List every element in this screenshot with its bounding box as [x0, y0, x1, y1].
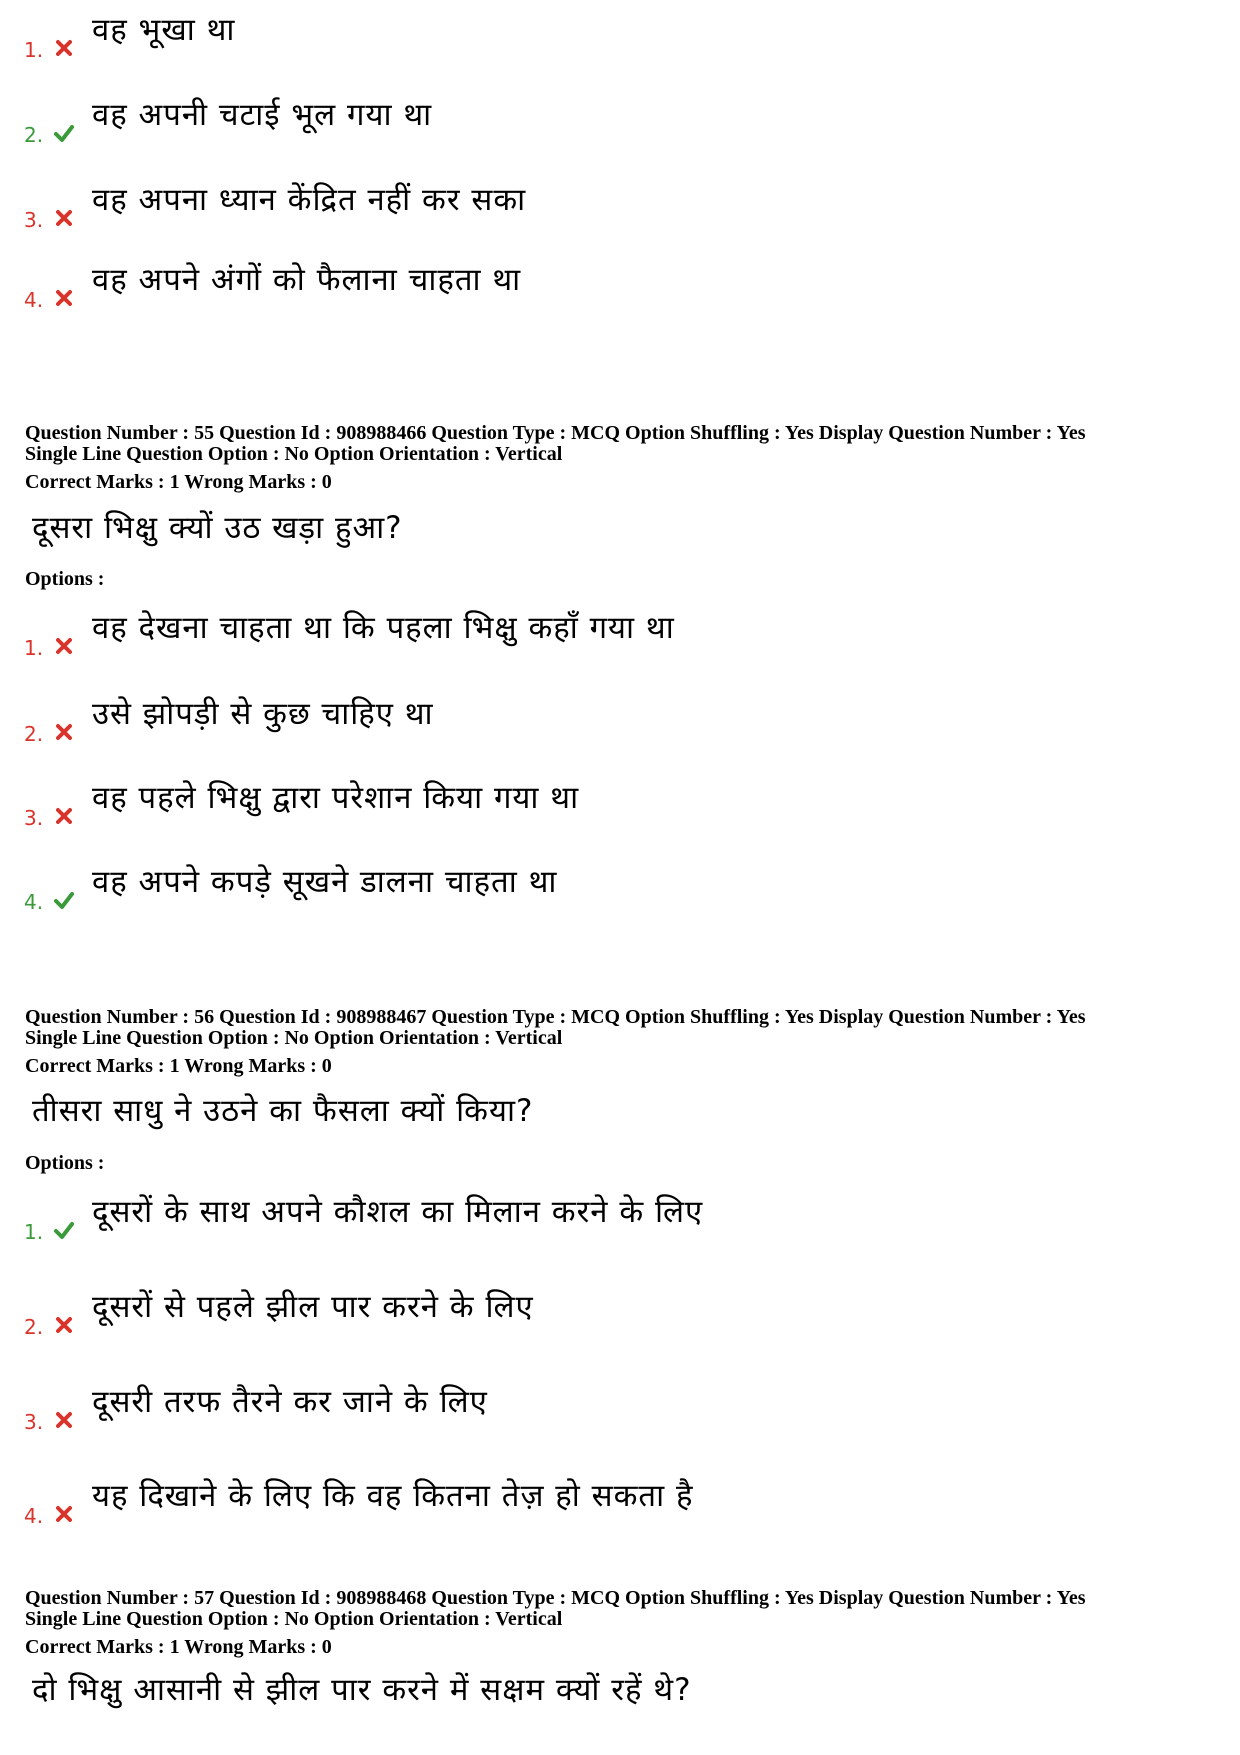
option-number: 1. [24, 38, 44, 62]
option-number: 3. [24, 806, 44, 830]
option-item [0, 1466, 1240, 1536]
question-meta-line: Question Number : 57 Question Id : 908988468 Question Type : MCQ Option Shuffling : Yes Display Question Number : Yes [25, 1587, 1086, 1609]
option-item [0, 852, 1240, 922]
option-text: वह अपना ध्यान केंद्रित नहीं कर सका [92, 182, 527, 218]
check-icon [54, 123, 74, 143]
option-text: वह अपने अंगों को फैलाना चाहता था [92, 262, 522, 298]
question-text: तीसरा साधु ने उठने का फैसला क्यों किया? [32, 1093, 534, 1129]
option-item [0, 768, 1240, 838]
question-meta-line: Single Line Question Option : No Option Orientation : Vertical [25, 1027, 563, 1049]
option-item [0, 85, 1240, 155]
option-text: दूसरों से पहले झील पार करने के लिए [92, 1289, 534, 1325]
cross-icon [54, 1504, 74, 1524]
option-text: वह अपने कपड़े सूखने डालना चाहता था [92, 864, 558, 900]
option-number: 2. [24, 123, 44, 147]
option-number: 2. [24, 722, 44, 746]
option-number: 4. [24, 1504, 44, 1528]
question-text: दो भिक्षु आसानी से झील पार करने में सक्षम क्यों रहें थे? [32, 1672, 692, 1708]
option-item [0, 1372, 1240, 1442]
option-text: दूसरी तरफ तैरने कर जाने के लिए [92, 1384, 488, 1420]
option-number: 4. [24, 890, 44, 914]
option-text: दूसरों के साथ अपने कौशल का मिलान करने के लिए [92, 1194, 704, 1230]
cross-icon [54, 38, 74, 58]
question-text: दूसरा भिक्षु क्यों उठ खड़ा हुआ? [32, 510, 403, 546]
option-item [0, 598, 1240, 668]
cross-icon [54, 208, 74, 228]
option-number: 4. [24, 288, 44, 312]
option-item [0, 0, 1240, 70]
question-marks: Correct Marks : 1 Wrong Marks : 0 [25, 1636, 332, 1658]
options-label: Options : [25, 1152, 105, 1174]
check-icon [54, 1220, 74, 1240]
question-meta-line: Question Number : 55 Question Id : 908988466 Question Type : MCQ Option Shuffling : Yes Display Question Number : Yes [25, 422, 1086, 444]
check-icon [54, 890, 74, 910]
options-label: Options : [25, 568, 105, 590]
question-marks: Correct Marks : 1 Wrong Marks : 0 [25, 1055, 332, 1077]
option-text: वह पहले भिक्षु द्वारा परेशान किया गया था [92, 780, 580, 816]
option-item [0, 1277, 1240, 1347]
cross-icon [54, 722, 74, 742]
option-text: वह अपनी चटाई भूल गया था [92, 97, 433, 133]
cross-icon [54, 1410, 74, 1430]
option-text: उसे झोपड़ी से कुछ चाहिए था [92, 696, 434, 732]
cross-icon [54, 636, 74, 656]
question-meta-line: Single Line Question Option : No Option Orientation : Vertical [25, 1608, 563, 1630]
option-number: 2. [24, 1315, 44, 1339]
cross-icon [54, 806, 74, 826]
option-text: यह दिखाने के लिए कि वह कितना तेज़ हो सकता है [92, 1478, 694, 1514]
option-item [0, 1182, 1240, 1252]
cross-icon [54, 288, 74, 308]
option-item [0, 684, 1240, 754]
option-number: 1. [24, 636, 44, 660]
option-item [0, 250, 1240, 320]
option-item [0, 170, 1240, 240]
option-text: वह देखना चाहता था कि पहला भिक्षु कहाँ गया था [92, 610, 675, 646]
option-text: वह भूखा था [92, 12, 236, 48]
cross-icon [54, 1315, 74, 1335]
question-marks: Correct Marks : 1 Wrong Marks : 0 [25, 471, 332, 493]
option-number: 3. [24, 208, 44, 232]
option-number: 3. [24, 1410, 44, 1434]
question-meta-line: Question Number : 56 Question Id : 908988467 Question Type : MCQ Option Shuffling : Yes Display Question Number : Yes [25, 1006, 1086, 1028]
option-number: 1. [24, 1220, 44, 1244]
question-meta-line: Single Line Question Option : No Option Orientation : Vertical [25, 443, 563, 465]
